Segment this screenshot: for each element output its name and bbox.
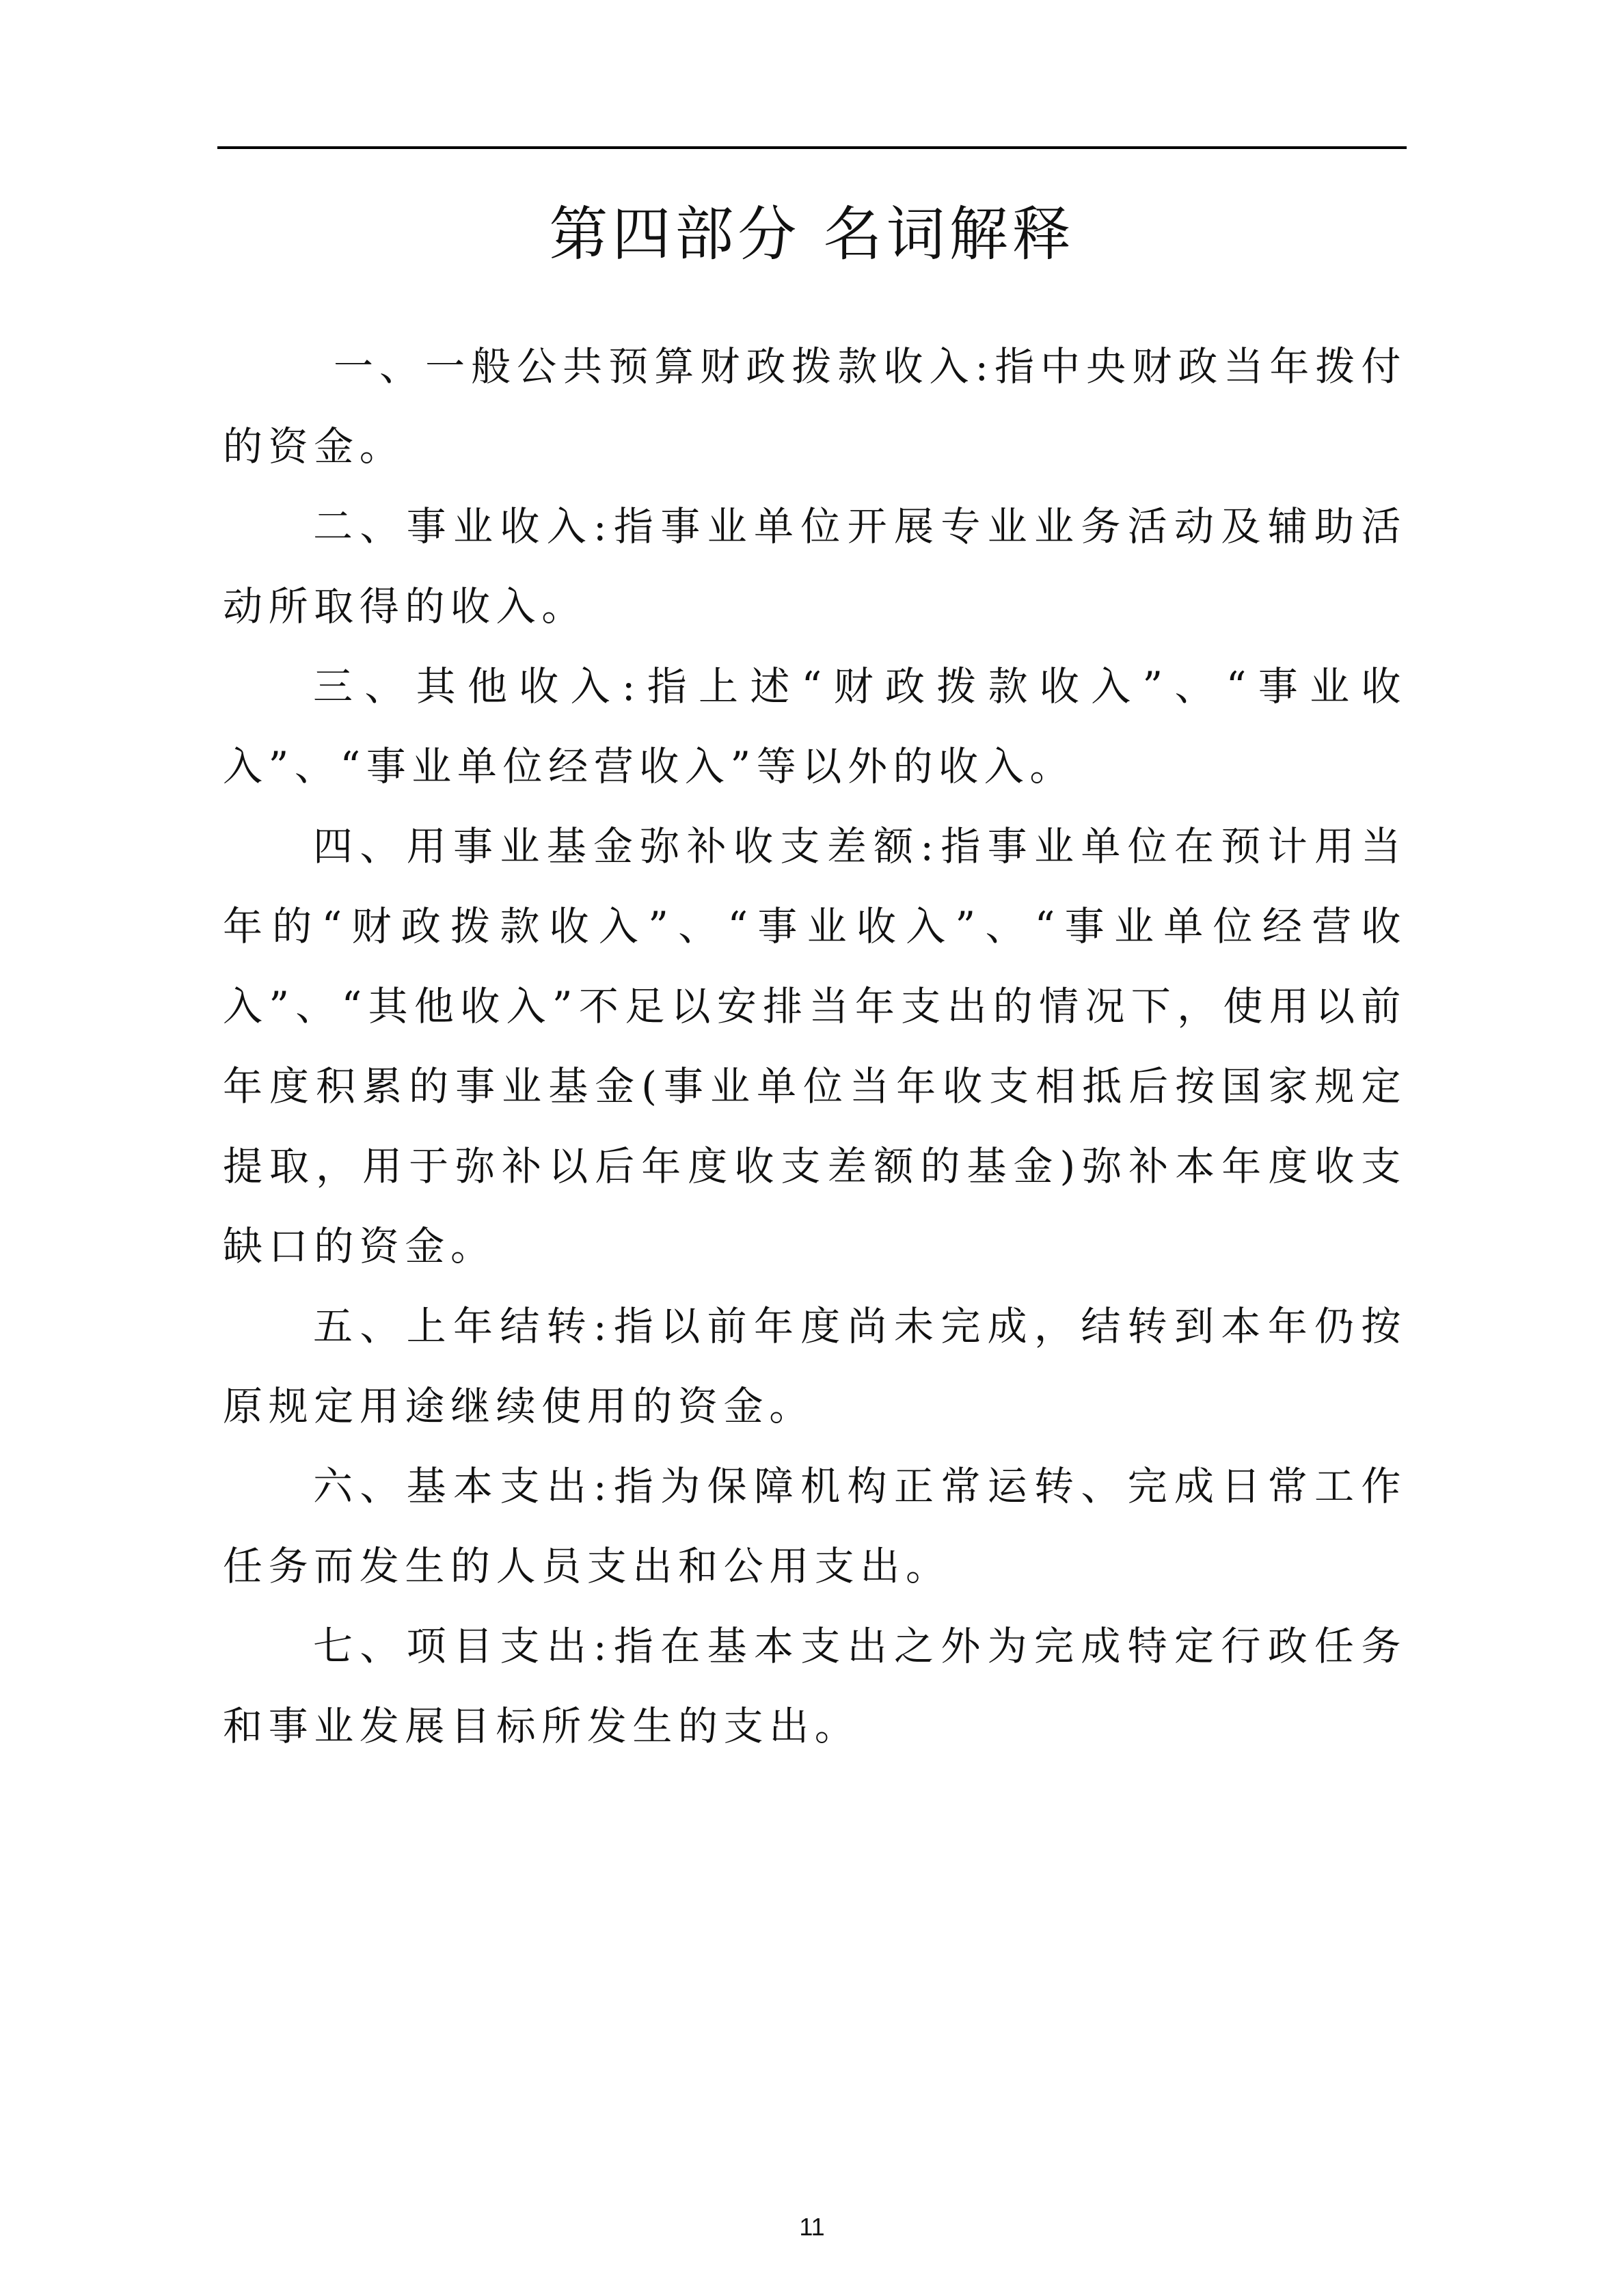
definition-paragraph: 七、项目支出:指在基本支出之外为完成特定行政任务和事业发展目标所发生的支出。 [223, 1623, 1407, 1749]
definition-paragraph: 六、基本支出:指为保障机构正常运转、完成日常工作任务而发生的人员支出和公用支出。 [223, 1463, 1407, 1589]
definitions-body [223, 327, 1407, 1766]
definition-paragraph: 四、用事业基金弥补收支差额:指事业单位在预计用当年的“财政拨款收入”、“事业收入”、“事业单位经营收入”、“其他收入”不足以安排当年支出的情况下，使用以前年度积累的事业基金(事业单位当年收支相抵后按国家规定提取，用于弥补以后年度收支差额的基金)弥补本年度收支缺口的资金。 [223, 823, 1407, 1269]
definition-paragraph: 一、一般公共预算财政拨款收入:指中央财政当年拨付的资金。 [223, 343, 1407, 470]
page-number: 11 [799, 2213, 825, 2241]
definition-paragraph: 五、上年结转:指以前年度尚未完成，结转到本年仍按原规定用途继续使用的资金。 [223, 1303, 1407, 1429]
page-title: 第四部分 名词解释 [549, 200, 1075, 269]
definition-paragraph: 二、事业收入:指事业单位开展专业业务活动及辅助活动所取得的收入。 [223, 503, 1407, 630]
definition-paragraph: 三、其他收入:指上述“财政拨款收入”、“事业收入”、“事业单位经营收入”等以外的收入。 [223, 663, 1407, 790]
header-rule [217, 146, 1407, 149]
